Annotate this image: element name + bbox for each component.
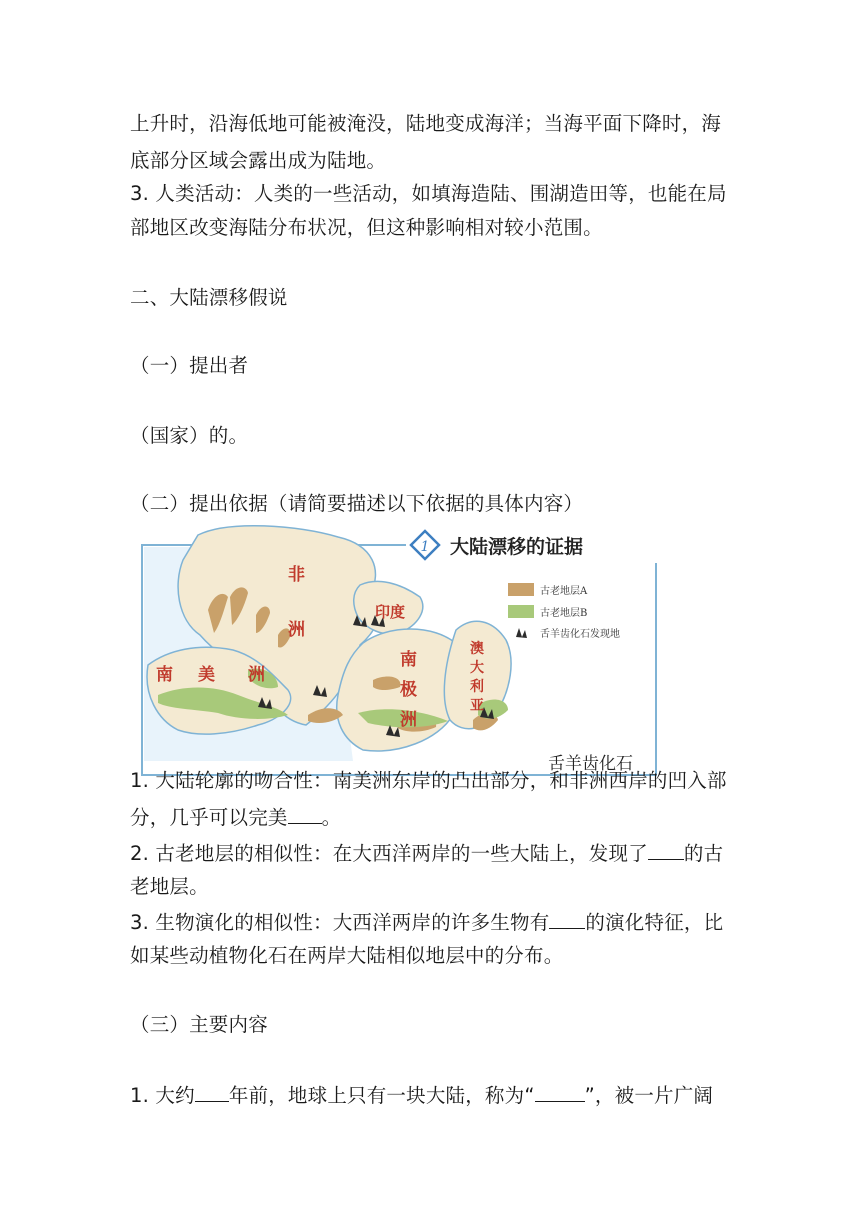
evidence-item2-line1 [130,839,723,867]
label-india: 印度 [375,603,406,621]
legend-swatch-b [508,605,534,618]
blank-strata[interactable] [648,839,684,860]
subsection-proposer-title: （一）提出者 [130,354,249,377]
evidence-item2-text-a: 2. 古老地层的相似性：在大西洋两岸的一些大陆上，发现了 [130,842,648,865]
evidence-item1-line1: 1. 大陆轮廓的吻合性：南美洲东岸的凸出部分，和非洲西岸的凹入部 [130,769,727,792]
subsection-evidence-title: （二）提出依据（请简要描述以下依据的具体内容） [130,492,584,515]
label-sa-2: 美 [198,665,215,685]
content-item1-text-b: 年前，地球上只有一块大陆，称为“ [228,1084,535,1107]
para2-line2: 部地区改变海陆分布状况，但这种影响相对较小范围。 [130,216,603,239]
label-africa-1: 非 [288,565,305,585]
legend-swatch-a [508,583,534,596]
para2-line1: 3. 人类活动：人类的一些活动，如填海造陆、围湖造田等，也能在局 [130,182,727,205]
content-item1-text-a: 1. 大约 [130,1084,195,1107]
label-antarctica-3: 洲 [400,710,417,730]
evidence-item3-text-a: 3. 生物演化的相似性：大西洋两岸的许多生物有 [130,911,550,934]
label-australia-3: 利 [470,679,484,695]
evidence-item1-text-b: 。 [321,806,342,829]
label-africa-2: 洲 [288,620,305,640]
content-item1-line1 [130,1081,713,1109]
blank-evolution[interactable] [549,908,585,929]
legend-label-fossil: 舌羊齿化石发现地 [540,629,620,640]
legend-label-a: 古老地层A [540,586,588,597]
label-sa-3: 洲 [248,665,265,685]
label-australia-4: 亚 [470,698,484,714]
para1-line2: 底部分区域会露出成为陆地。 [130,149,387,172]
para1-line1: 上升时，沿海低地可能被淹没，陆地变成海洋；当海平面下降时，海 [130,112,722,135]
subsection-proposer-text: （国家）的。 [130,424,249,447]
label-australia-1: 澳 [470,641,484,657]
svg-text:1: 1 [420,539,430,555]
legend-label-b: 古老地层B [540,608,588,619]
evidence-item1-text-a: 分，几乎可以完美 [130,806,288,829]
evidence-item1-line2 [130,803,341,831]
continental-drift-evidence-figure [138,525,660,774]
evidence-item3-text-b: 的演化特征，比 [585,911,724,934]
label-antarctica-2: 极 [400,680,417,700]
evidence-item2-line2: 老地层。 [130,875,209,898]
figure-title: 大陆漂移的证据 [450,536,584,558]
label-sa-1: 南 [156,665,173,685]
subsection-content-title: （三）主要内容 [130,1013,268,1036]
label-australia-2: 大 [470,660,484,676]
figure-caption-partial: 舌羊齿化石 [548,754,633,774]
blank-pangaea[interactable] [535,1081,585,1102]
blank-years[interactable] [195,1081,229,1102]
evidence-item3-line2: 如某些动植物化石在两岸大陆相似地层中的分布。 [130,944,564,967]
evidence-item2-text-b: 的古 [683,842,724,865]
label-antarctica-1: 南 [400,650,417,670]
evidence-item3-line1 [130,908,723,936]
section-title-continental-drift: 二、大陆漂移假说 [130,286,288,309]
content-item1-text-c: ”，被一片广阔 [584,1084,714,1107]
blank-fit[interactable] [288,803,322,824]
